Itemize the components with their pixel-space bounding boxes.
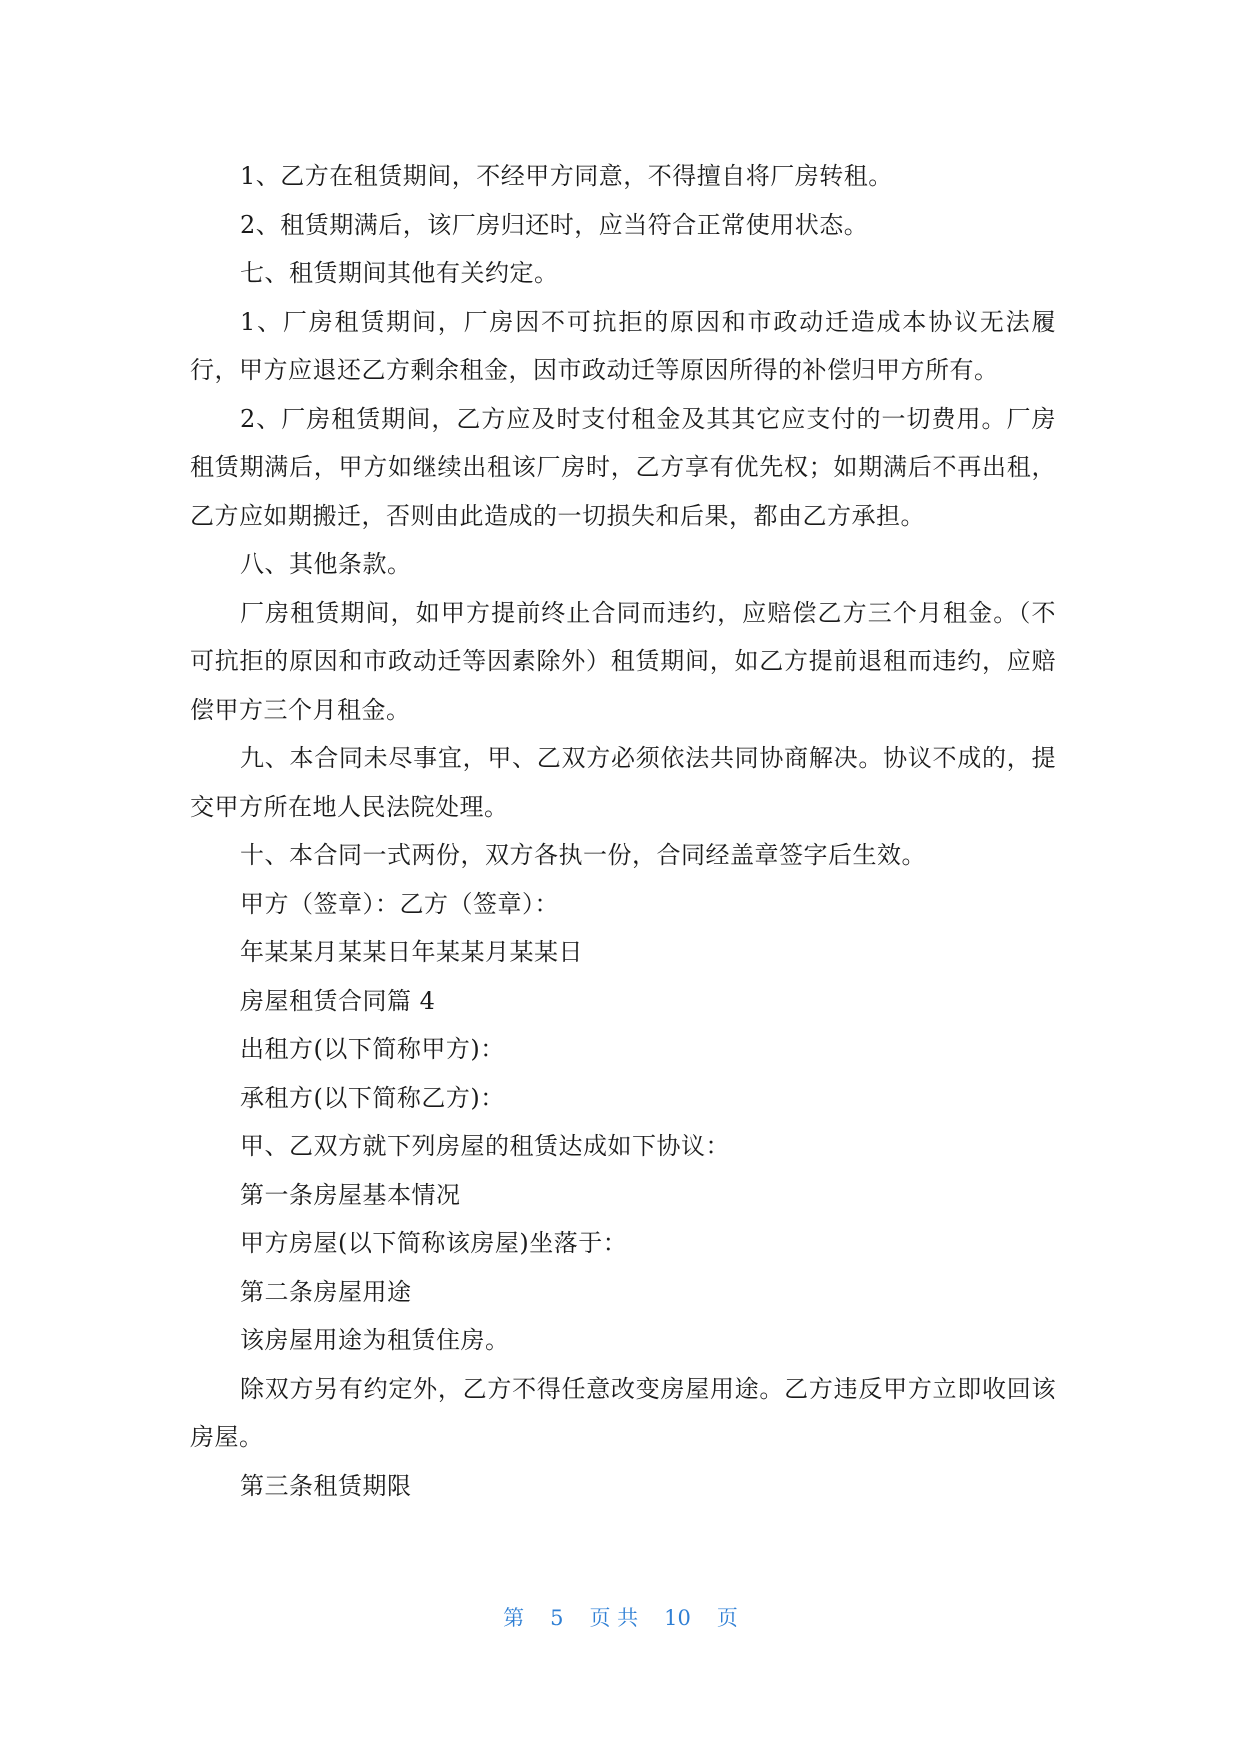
section-heading: 七、租赁期间其他有关约定。: [240, 259, 559, 287]
paragraph: 2、厂房租赁期间，乙方应及时支付租金及其其它应支付的一切费用。厂房租赁期满后，甲方如继续出租该厂房时，乙方享有优先权；如期满后不再出租，乙方应如期搬迁，否则由此造成的一切损失和后果，都由乙方承担。: [190, 404, 1056, 530]
paragraph: 甲方房屋(以下简称该房屋)坐落于：: [240, 1229, 628, 1257]
footer-prefix: 第: [503, 1606, 525, 1630]
paragraph: 1、厂房租赁期间，厂房因不可抗拒的原因和市政动迁造成本协议无法履行，甲方应退还乙方剩余租金，因市政动迁等原因所得的补偿归甲方所有。: [190, 307, 1056, 384]
article-heading: 第二条房屋用途: [240, 1277, 412, 1306]
lessee-line: 承租方(以下简称乙方)：: [240, 1083, 505, 1112]
document-title: 房屋租赁合同篇 4: [240, 986, 436, 1015]
document-body: [190, 152, 1056, 1510]
paragraph: 甲、乙双方就下列房屋的租赁达成如下协议：: [240, 1132, 730, 1160]
date-line: 年某某月某某日年某某月某某日: [240, 938, 583, 966]
paragraph: 九、本合同未尽事宜，甲、乙双方必须依法共同协商解决。协议不成的，提交甲方所在地人民法院处理。: [190, 744, 1056, 821]
paragraph: 2、租赁期满后，该厂房归还时，应当符合正常使用状态。: [240, 210, 869, 239]
article-heading: 第一条房屋基本情况: [240, 1180, 461, 1209]
paragraph: 除双方另有约定外，乙方不得任意改变房屋用途。乙方违反甲方立即收回该房屋。: [190, 1374, 1056, 1451]
current-page-number: 5: [550, 1606, 564, 1630]
paragraph: 1、乙方在租赁期间，不经甲方同意，不得擅自将厂房转租。: [240, 162, 893, 190]
total-pages-number: 10: [664, 1606, 691, 1630]
paragraph: 厂房租赁期间，如甲方提前终止合同而违约，应赔偿乙方三个月租金。（不可抗拒的原因和市政动迁等因素除外）租赁期间，如乙方提前退租而违约，应赔偿甲方三个月租金。: [190, 598, 1056, 724]
footer-middle: 页 共: [589, 1606, 639, 1630]
section-heading: 八、其他条款。: [240, 550, 412, 578]
lessor-line: 出租方(以下简称甲方)：: [240, 1035, 505, 1063]
paragraph: 十、本合同一式两份，双方各执一份，合同经盖章签字后生效。: [240, 841, 926, 869]
article-heading: 第三条租赁期限: [240, 1471, 412, 1500]
page-footer: [0, 1602, 1241, 1632]
footer-suffix: 页: [716, 1606, 738, 1630]
paragraph: 该房屋用途为租赁住房。: [240, 1326, 510, 1354]
signature-line: 甲方（签章）：乙方（签章）：: [240, 889, 559, 918]
